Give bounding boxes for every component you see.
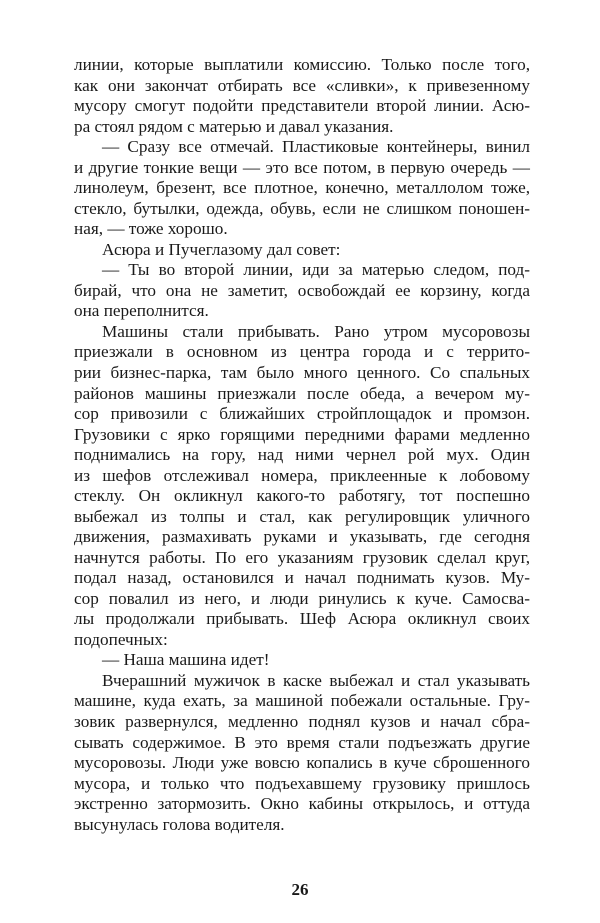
text-line: ра стоял рядом с матерью и давал указания. (74, 116, 394, 136)
text-line: Машины стали прибывать. Рано утром мусоровозы (102, 321, 530, 341)
text-line: экстренно затормозить. Окно кабины открылось, и оттуда (74, 794, 530, 814)
text-line: Грузовики с ярко горящими передними фарами медленно (74, 424, 530, 444)
text-line: машине, куда ехать, за машиной побежали остальные. Гру- (74, 691, 530, 711)
text-line: — Ты во второй линии, иди за матерью следом, под- (102, 260, 530, 280)
text-line: мусоровозы. Люди уже вовсю копались в куче сброшенного (74, 753, 530, 773)
text-line: сывать содержимое. В это время стали подъезжать другие (74, 732, 530, 752)
text-line: подал назад, остановился и начал поднимать кузов. Му- (74, 568, 530, 588)
text-line: из шефов отслеживал номера, приклеенные к лобовому (74, 465, 530, 485)
text-line: приезжали в основном из центра города и с террито- (74, 342, 530, 362)
text-line: она переполнится. (74, 301, 209, 321)
text-line: мусору смогут подойти представители второй линии. Асю- (74, 96, 530, 116)
text-line: стеклу. Он окликнул какого-то работягу, тот поспешно (74, 486, 530, 506)
text-line: поднимались на гору, над ними чернел рой мух. Один (74, 445, 530, 465)
text-line: движения, размахивать руками и указывать, где сегодня (74, 527, 530, 547)
text-line: зовик развернулся, медленно поднял кузов и начал сбра- (74, 712, 530, 731)
text-line: стекло, бутылки, одежда, обувь, если не слишком поношен- (74, 198, 530, 218)
text-line: начнутся работы. По его указаниям грузовик сделал круг, (74, 547, 530, 567)
page-body-text (74, 55, 530, 835)
text-line: ная, — тоже хорошо. (74, 219, 228, 239)
text-line: рии бизнес-парка, там было много ценного. Со спальных (74, 362, 530, 382)
text-line: Вчерашний мужичок в каске выбежал и стал указывать (102, 670, 530, 690)
text-line: линолеум, брезент, все плотное, конечно, металлолом тоже, (74, 178, 530, 198)
text-line: подопечных: (74, 629, 168, 649)
text-line: — Сразу все отмечай. Пластиковые контейнеры, винил (102, 137, 530, 157)
text-line: сор привозили с ближайших стройплощадок и промзон. (74, 404, 530, 424)
text-line: мусора, и только что подъехавшему грузовику пришлось (74, 773, 530, 793)
text-line: бирай, что она не заметит, освобождай ее корзину, когда (74, 280, 530, 300)
text-line: выбежал из толпы и стал, как регулировщик уличного (74, 506, 530, 526)
text-line: как они закончат отбирать все «сливки», к привезенному (74, 75, 530, 95)
text-line: линии, которые выплатили комиссию. Только после того, (74, 55, 530, 74)
text-line: районов машины приезжали после обеда, а вечером му- (74, 383, 530, 403)
page-number: 26 (291, 880, 309, 899)
text-line: высунулась голова водителя. (74, 814, 285, 834)
text-line: сор повалил из него, и люди ринулись к куче. Самосва- (74, 588, 530, 608)
text-line: — Наша машина идет! (102, 650, 270, 670)
text-line: лы продолжали прибывать. Шеф Асюра окликнул своих (74, 609, 530, 629)
text-line: и другие тонкие вещи — это все потом, в первую очередь — (74, 157, 530, 177)
text-line: Асюра и Пучеглазому дал совет: (102, 239, 341, 259)
